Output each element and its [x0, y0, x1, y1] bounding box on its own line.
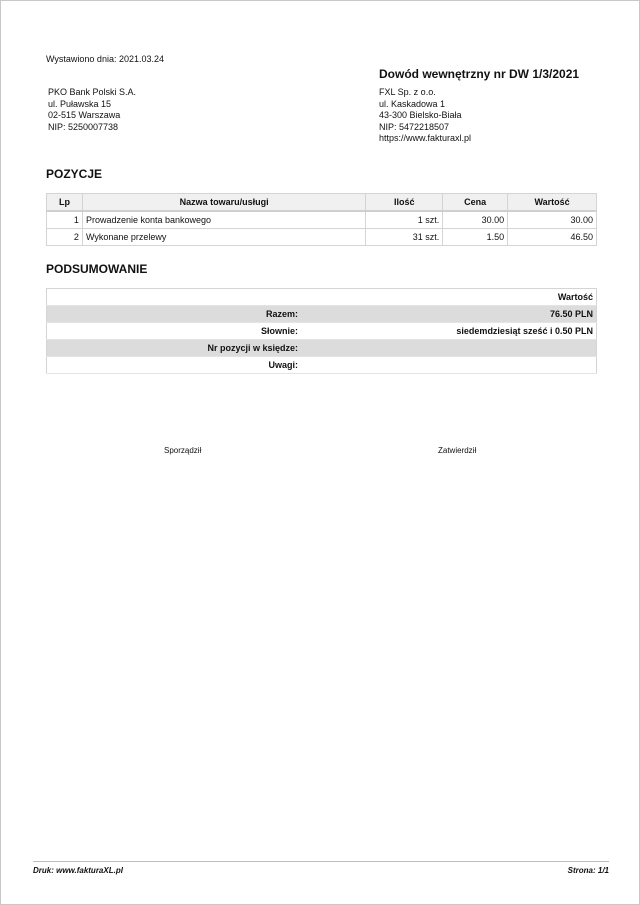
- footer-divider: [33, 861, 609, 862]
- row-price: 1.50: [443, 229, 508, 246]
- table-header-row: [47, 194, 597, 212]
- row-lp: 2: [47, 229, 83, 246]
- table-row: [47, 229, 597, 246]
- document-title: Dowód wewnętrzny nr DW 1/3/2021: [379, 67, 580, 81]
- header-lp: Lp: [47, 194, 83, 212]
- summary-table: [46, 288, 597, 374]
- buyer-nip: NIP: 5472218507: [379, 121, 450, 132]
- signature-approved: Zatwierdził: [438, 446, 477, 455]
- row-name: Wykonane przelewy: [82, 229, 365, 246]
- total-label: Razem:: [47, 306, 302, 323]
- seller-city: 02-515 Warszawa: [48, 110, 121, 120]
- summary-notes-row: [47, 357, 597, 374]
- summary-words-row: [47, 323, 597, 340]
- row-price: 30.00: [443, 211, 508, 229]
- summary-header-row: [47, 289, 597, 306]
- total-value: 76.50 PLN: [301, 306, 596, 323]
- header-price: Cena: [443, 194, 508, 212]
- ledger-value: [301, 340, 596, 357]
- row-value: 46.50: [508, 229, 597, 246]
- summary-title: PODSUMOWANIE: [46, 262, 148, 276]
- row-lp: 1: [47, 211, 83, 229]
- seller-nip: NIP: 5250007738: [48, 121, 119, 132]
- summary-value-header: Wartość: [557, 292, 593, 302]
- buyer-website: https://www.fakturaxl.pl: [379, 133, 472, 143]
- seller-street: ul. Puławska 15: [48, 98, 112, 109]
- buyer-city: 43-300 Bielsko-Biała: [379, 110, 462, 120]
- buyer-block: [379, 87, 471, 145]
- summary-ledger-row: [47, 340, 597, 357]
- header-value: Wartość: [508, 194, 597, 212]
- table-row: [47, 211, 597, 229]
- summary-header-blank: [47, 289, 302, 306]
- issue-date: Wystawiono dnia: 2021.03.24: [46, 54, 164, 64]
- header-name: Nazwa towaru/usługi: [82, 194, 365, 212]
- words-label: Słownie:: [261, 326, 299, 336]
- notes-value: [301, 357, 596, 374]
- buyer-street: ul. Kaskadowa 1: [379, 98, 446, 109]
- header-qty: Ilość: [366, 194, 443, 212]
- notes-label: Uwagi:: [268, 360, 299, 370]
- seller-name: PKO Bank Polski S.A.: [48, 87, 137, 97]
- footer-page-number: Strona: 1/1: [567, 866, 609, 875]
- positions-title: POZYCJE: [46, 167, 103, 181]
- words-value: siedemdziesiąt sześć i 0.50 PLN: [456, 326, 593, 336]
- positions-table: [46, 193, 597, 246]
- row-qty: 31 szt.: [366, 229, 443, 246]
- seller-block: [48, 87, 136, 133]
- row-name: Prowadzenie konta bankowego: [82, 211, 365, 229]
- buyer-name: FXL Sp. z o.o.: [379, 87, 436, 97]
- ledger-label: Nr pozycji w księdze:: [47, 340, 302, 357]
- summary-total-row: [47, 306, 597, 323]
- row-qty: 1 szt.: [366, 211, 443, 229]
- row-value: 30.00: [508, 211, 597, 229]
- signature-prepared: Sporządził: [164, 446, 202, 455]
- footer-print-source: Druk: www.fakturaXL.pl: [33, 866, 123, 875]
